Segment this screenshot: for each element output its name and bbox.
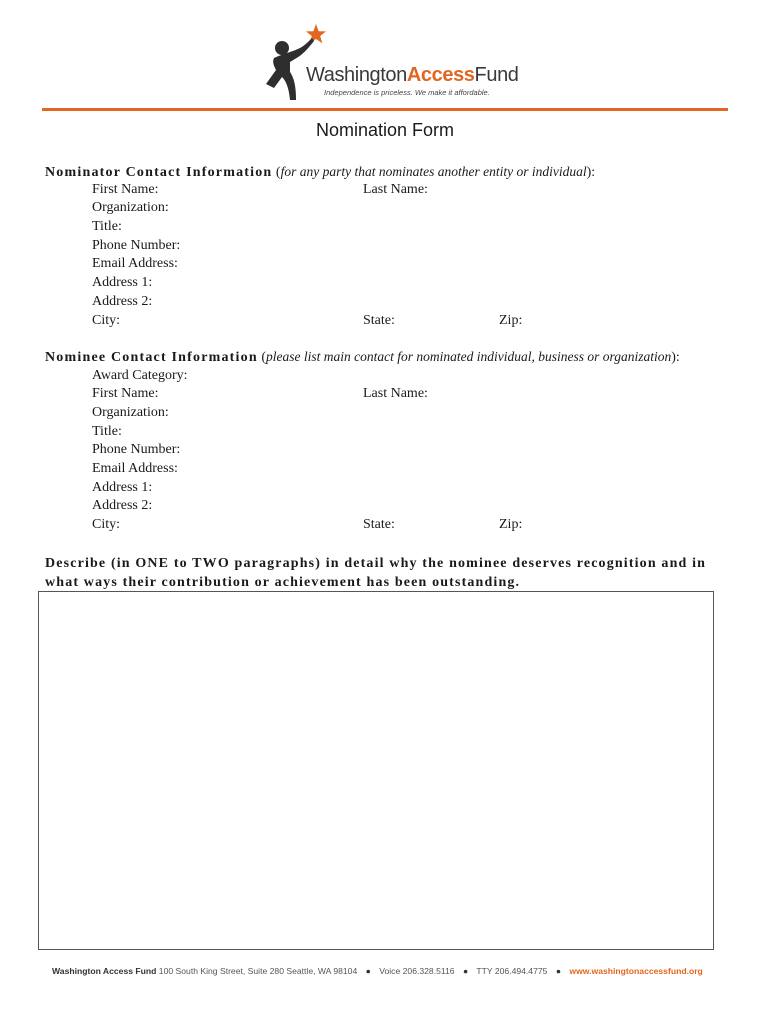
nominator-organization-label: Organization: [92,200,169,215]
nominator-first-name-label: First Name: [92,182,159,197]
nominee-city-label: City: [92,517,121,532]
footer-website-link[interactable]: www.washingtonaccessfund.org [569,966,703,976]
page-title: Nomination Form [315,120,455,140]
nominator-email-label: Email Address: [92,256,178,271]
nominator-title-label: Title: [92,219,122,234]
footer-bullet-2: ● [462,966,469,976]
nominee-last-name-label: Last Name: [363,386,428,401]
nominator-state-label: State: [363,313,395,328]
nominator-heading-label: Nominator Contact Information [45,165,273,180]
footer-voice: Voice 206.328.5116 [379,966,455,976]
footer-org: Washington Access Fund [52,966,157,976]
nominee-heading [45,349,680,366]
nominee-award-category-label: Award Category: [92,368,188,383]
nominee-note: please list main contact for nominated individual, business or organization [266,349,672,364]
nominator-zip-label: Zip: [499,313,523,328]
nominee-zip-label: Zip: [499,517,523,532]
header-divider [42,108,728,111]
nominator-note: for any party that nominates another entity or individual [280,164,587,179]
person-reaching-star-icon [260,22,330,104]
nominator-note-close: ): [586,165,596,180]
nominator-last-name-label: Last Name: [363,182,428,197]
nominee-note-open: ( [261,350,266,365]
nominee-address2-label: Address 2: [92,498,153,513]
logo [260,22,519,104]
nominee-title-label: Title: [92,424,122,439]
nominator-phone-label: Phone Number: [92,238,181,253]
logo-tagline: Independence is priceless. We make it affordable. [324,88,490,97]
nominee-phone-label: Phone Number: [92,442,181,457]
nominator-city-label: City: [92,313,121,328]
nominator-note-open: ( [275,165,281,180]
footer [52,966,703,976]
footer-bullet-3: ● [555,966,562,976]
nominee-first-name-label: First Name: [92,386,159,401]
nominee-address1-label: Address 1: [92,480,153,495]
footer-tty: TTY 206.494.4775 [476,966,548,976]
describe-prompt: Describe (in ONE to TWO paragraphs) in detail why the nominee deserves recognition and in what ways their contribution or achievement has been outstanding. [45,556,707,590]
footer-address: 100 South King Street, Suite 280 Seattle, WA 98104 [158,966,358,976]
nominee-note-close: ): [671,350,680,365]
nominee-organization-label: Organization: [92,405,169,420]
logo-word-fund: Fund [474,64,519,86]
nominator-address1-label: Address 1: [92,275,153,290]
logo-word-washington: Washington [306,64,407,86]
footer-bullet-1: ● [365,966,371,976]
logo-word-access: Access [406,64,475,86]
logo-wordmark [306,64,519,87]
nominee-heading-label: Nominee Contact Information [45,350,258,365]
nominator-heading [45,164,595,181]
nominee-email-label: Email Address: [92,461,178,476]
nomination-description-box[interactable] [38,591,714,950]
nominator-address2-label: Address 2: [92,294,153,309]
nominee-state-label: State: [363,517,395,532]
